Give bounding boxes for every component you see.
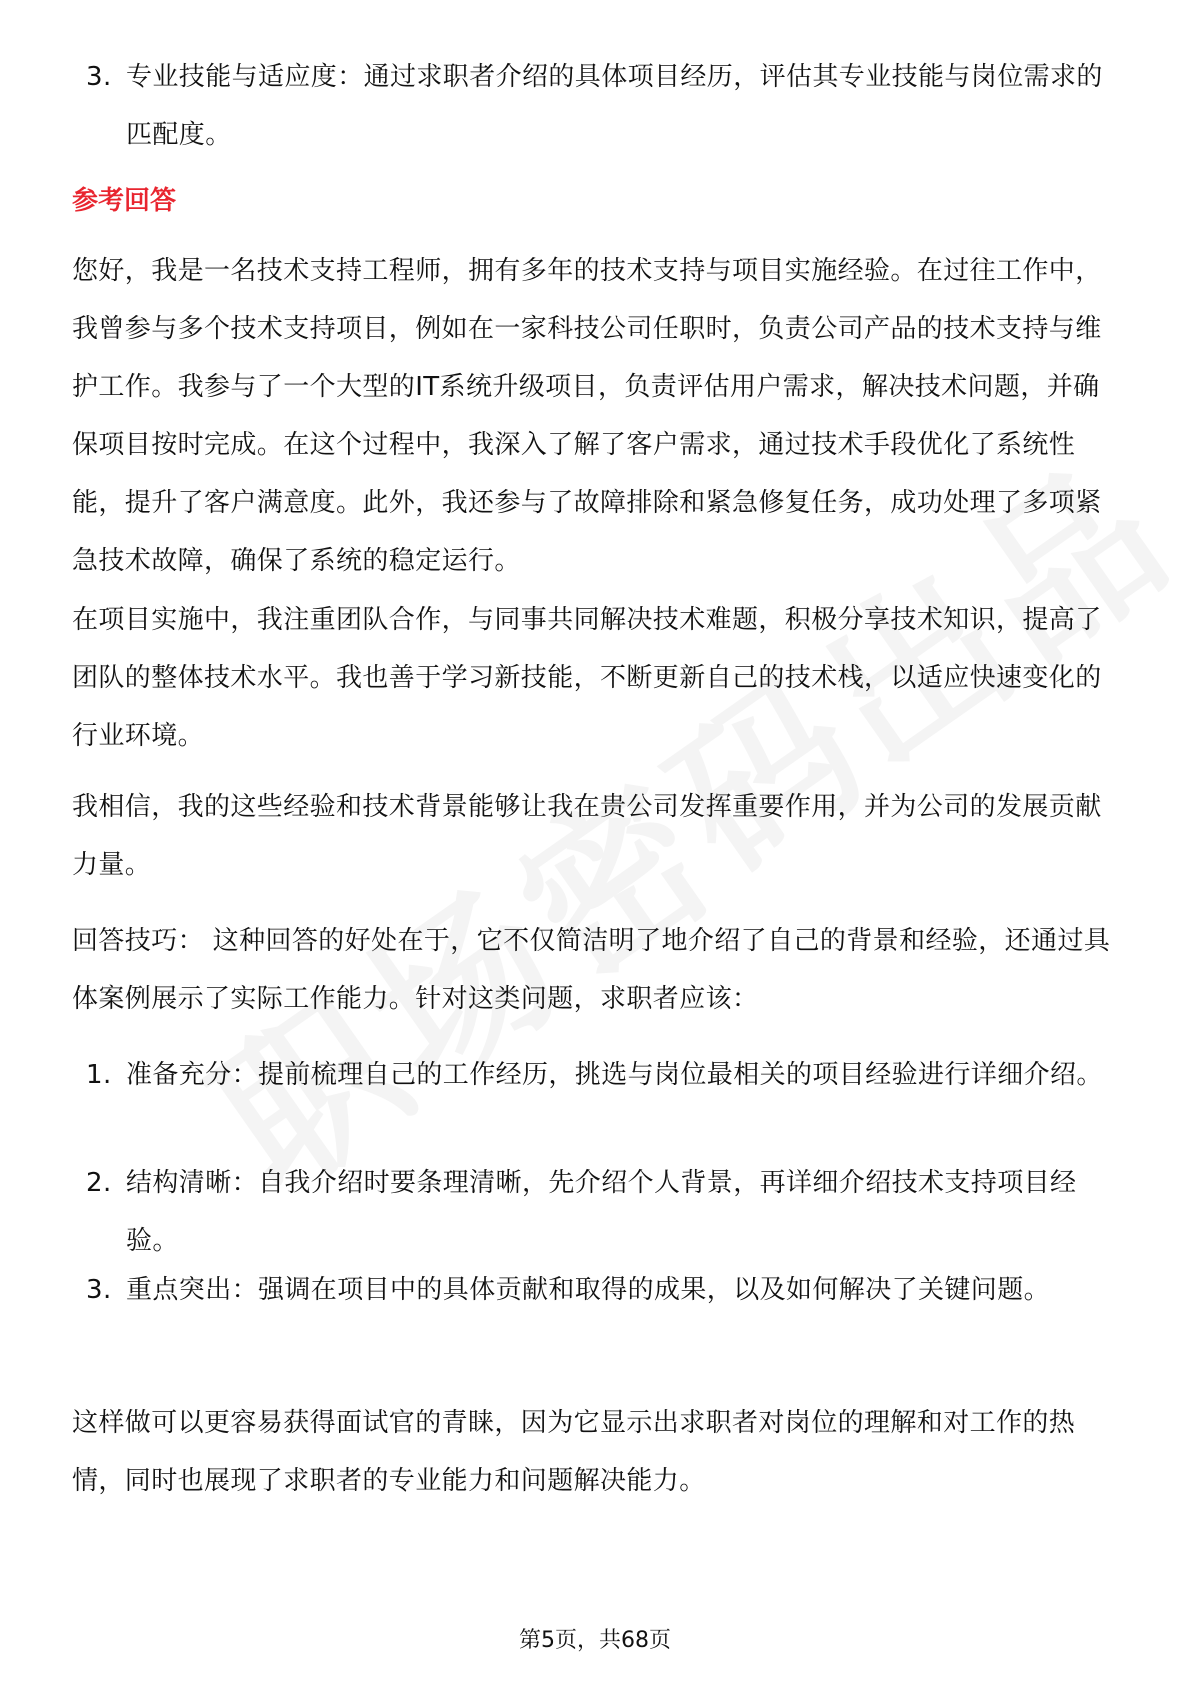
list-text: 重点突出：强调在项目中的具体贡献和取得的成果，以及如何解决了关键问题。 [126, 1275, 1051, 1305]
tip-item-1 [72, 1046, 1122, 1104]
closing-paragraph: 这样做可以更容易获得面试官的青睐，因为它显示出求职者对岗位的理解和对工作的热情，同时也展现了求职者的专业能力和问题解决能力。 [72, 1408, 1076, 1496]
criteria-item-3 [72, 48, 1122, 164]
list-number: 1. [86, 1060, 112, 1090]
list-text: 准备充分：提前梳理自己的工作经历，挑选与岗位最相关的项目经验进行详细介绍。 [126, 1060, 1103, 1090]
list-number: 3. [86, 1275, 112, 1305]
answer-paragraph-3: 我相信，我的这些经验和技术背景能够让我在贵公司发挥重要作用，并为公司的发展贡献力量。 [72, 792, 1102, 880]
list-number: 2. [86, 1168, 112, 1198]
section-heading: 参考回答 [72, 186, 177, 216]
tip-item-3 [72, 1261, 1122, 1319]
tip-item-2 [72, 1154, 1122, 1270]
list-text: 结构清晰：自我介绍时要条理清晰，先介绍个人背景，再详细介绍技术支持项目经验。 [126, 1168, 1077, 1256]
answer-paragraph-1: 您好，我是一名技术支持工程师，拥有多年的技术支持与项目实施经验。在过往工作中，我曾参与多个技术支持项目，例如在一家科技公司任职时，负责公司产品的技术支持与维护工作。我参与了一个大型的IT系统升级项目，负责评估用户需求，解决技术问题，并确保项目按时完成。在这个过程中，我深入了解了客户需求，通过技术手段优化了系统性能，提升了客户满意度。此外，我还参与了故障排除和紧急修复任务，成功处理了多项紧急技术故障，确保了系统的稳定运行。 [72, 256, 1102, 576]
page-footer: 第5页，共68页 [519, 1628, 671, 1653]
answer-paragraph-2: 在项目实施中，我注重团队合作，与同事共同解决技术难题，积极分享技术知识，提高了团队的整体技术水平。我也善于学习新技能，不断更新自己的技术栈，以适应快速变化的行业环境。 [72, 605, 1102, 751]
list-text: 专业技能与适应度：通过求职者介绍的具体项目经历，评估其专业技能与岗位需求的匹配度。 [126, 62, 1103, 150]
list-number: 3. [86, 62, 112, 92]
tips-intro-paragraph: 回答技巧： 这种回答的好处在于，它不仅简洁明了地介绍了自己的背景和经验，还通过具体案例展示了实际工作能力。针对这类问题，求职者应该： [72, 926, 1111, 1014]
